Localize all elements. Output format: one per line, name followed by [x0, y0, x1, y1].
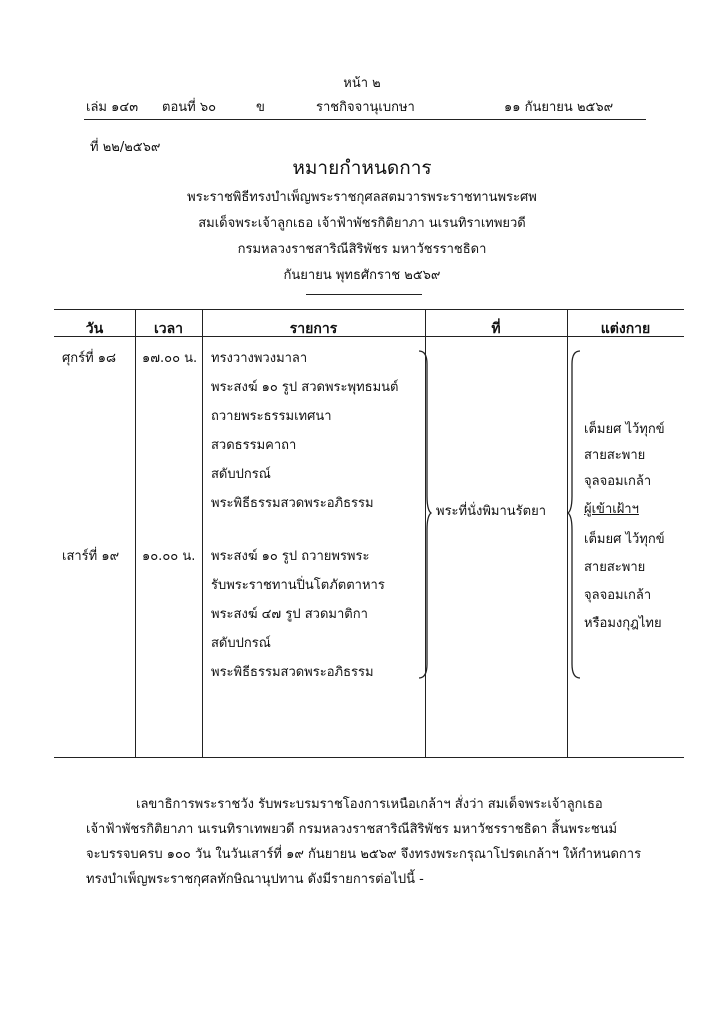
header-program: รายการ [289, 321, 338, 337]
subtitle-line: พระราชพิธีทรงบำเพ็ญพระราชกุศลสตมวารพระราชทานพระศพ [187, 190, 537, 205]
body-text-line: จะบรรจบครบ ๑๐๐ วัน ในวันเสาร์ที่ ๑๙ กันยายน ๒๕๖๙ จึงทรงพระกรุณาโปรดเกล้าฯ ให้กำหนดการ [86, 847, 642, 862]
time-cell: ๑๗.๐๐ น. [142, 351, 198, 366]
body-text-line: ทรงบำเพ็ญพระราชกุศลทักษิณานุปทาน ดังมีรายการต่อไปนี้ - [86, 872, 424, 887]
left-brace-icon [567, 350, 581, 680]
header-time: เวลา [153, 321, 184, 337]
program-item: ถวายพระธรรมเทศนา [211, 409, 332, 424]
dress-group-title: ผู้เข้าเฝ้าฯ [584, 502, 639, 517]
program-item: พระพิธีธรรมสวดพระอภิธรรม [211, 496, 374, 511]
subtitle-line: กรมหลวงราชสาริณีสิริพัชร มหาวัชรราชธิดา [237, 242, 487, 257]
time-cell: ๑๐.๐๐ น. [142, 549, 196, 564]
dress-line: สายสะพาย [584, 560, 646, 575]
program-item: รับพระราชทานปิ่นโตภัตตาหาร [211, 578, 385, 593]
header-rule [84, 119, 646, 120]
dress-line: จุลจอมเกล้า [584, 474, 652, 489]
page-number: หน้า ๒ [343, 76, 381, 91]
day-cell: ศุกร์ที่ ๑๘ [62, 351, 117, 366]
program-item: สดับปกรณ์ [211, 636, 271, 651]
program-item: สวดธรรมคาถา [211, 438, 297, 453]
program-item: สดับปกรณ์ [211, 467, 271, 482]
document-number: ที่ ๒๒/๒๕๖๙ [90, 140, 161, 155]
gazette-date: ๑๑ กันยายน ๒๕๖๙ [504, 100, 614, 115]
dress-line: เต็มยศ ไว้ทุกข์ [584, 532, 665, 547]
header-day: วัน [85, 321, 104, 337]
dress-line: หรือมงกุฎไทย [584, 616, 662, 631]
right-brace-icon [418, 350, 432, 680]
volume-number: เล่ม ๑๔๓ [86, 100, 139, 115]
dress-line: จุลจอมเกล้า [584, 588, 652, 603]
body-text-line: เลขาธิการพระราชวัง รับพระบรมราชโองการเหนือเกล้าฯ สั่งว่า สมเด็จพระเจ้าลูกเธอ [136, 797, 603, 812]
program-item: ทรงวางพวงมาลา [211, 351, 308, 366]
document-title: หมายกำหนดการ [292, 157, 432, 179]
day-cell: เสาร์ที่ ๑๙ [62, 549, 120, 564]
column-divider [202, 309, 203, 757]
gazette-name: ราชกิจจานุเบกษา [316, 100, 415, 115]
title-underline [306, 294, 422, 295]
place-cell: พระที่นั่งพิมานรัตยา [436, 504, 547, 519]
header-dress: แต่งกาย [600, 321, 651, 337]
section-letter: ข [256, 100, 265, 115]
header-place: ที่ [491, 321, 501, 337]
program-item: พระพิธีธรรมสวดพระอภิธรรม [211, 665, 374, 680]
program-item: พระสงฆ์ ๑๐ รูป สวดพระพุทธมนต์ [211, 380, 399, 395]
program-item: พระสงฆ์ ๔๗ รูป สวดมาติกา [211, 607, 368, 622]
table-bottom-border [54, 757, 684, 758]
program-item: พระสงฆ์ ๑๐ รูป ถวายพรพระ [211, 549, 370, 564]
body-text-line: เจ้าฟ้าพัชรกิติยาภา นเรนทิราเทพยวดี กรมหลวงราชสาริณีสิริพัชร มหาวัชรราชธิดา สิ้นพระชนม์ [86, 822, 618, 837]
dress-line: เต็มยศ ไว้ทุกข์ [584, 422, 665, 437]
issue-number: ตอนที่ ๖๐ [162, 100, 217, 115]
column-divider [135, 309, 136, 757]
dress-line: สายสะพาย [584, 448, 646, 463]
table-top-border [54, 309, 684, 310]
subtitle-line: สมเด็จพระเจ้าลูกเธอ เจ้าฟ้าพัชรกิติยาภา นเรนทิราเทพยวดี [198, 216, 526, 231]
subtitle-line: กันยายน พุทธศักราช ๒๕๖๙ [283, 268, 441, 283]
